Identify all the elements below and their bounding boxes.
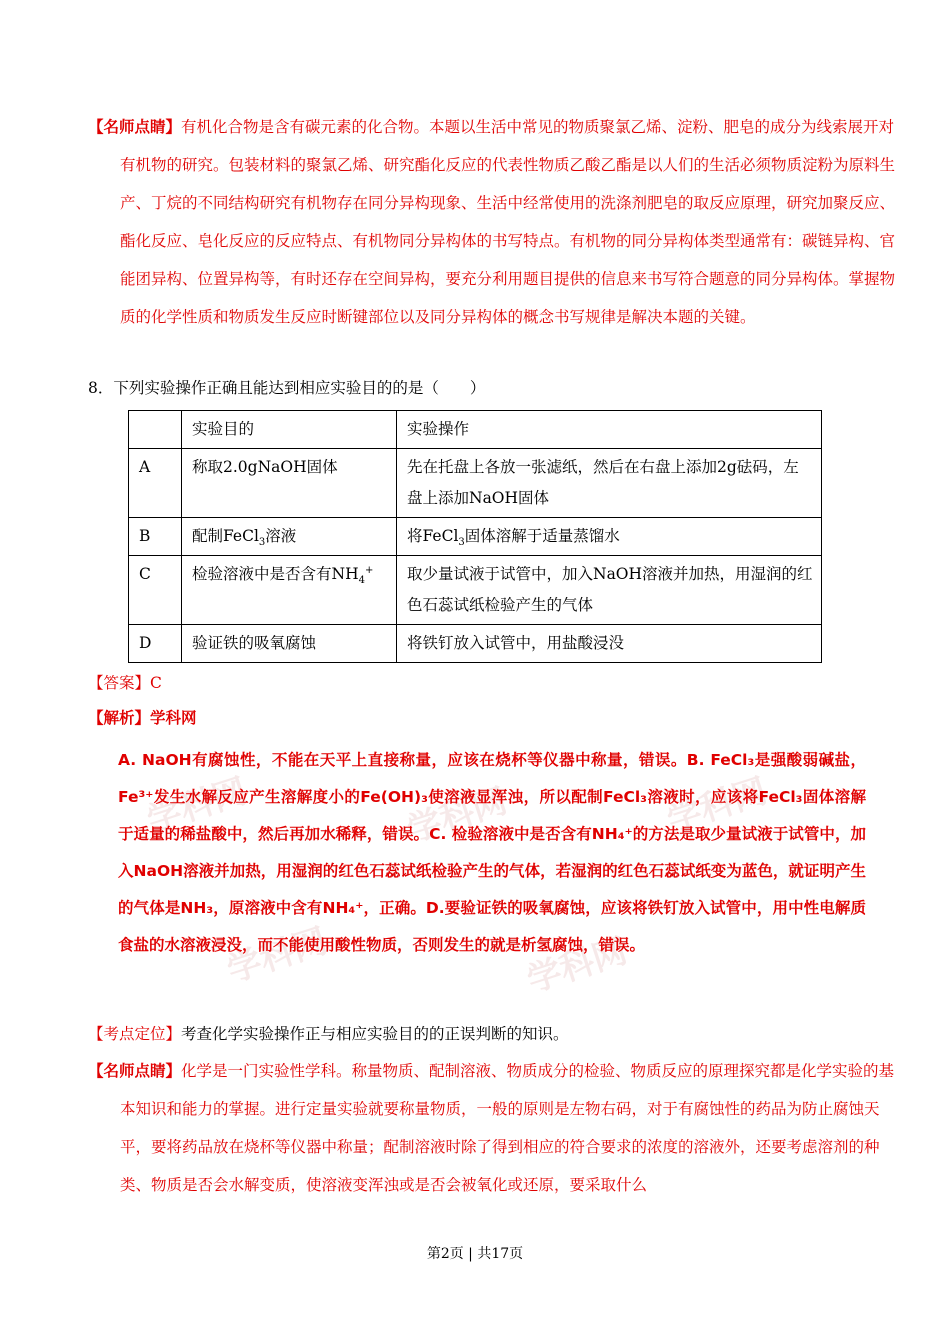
page-footer: 第2页 | 共17页 [426,1246,524,1262]
table-row [129,518,822,556]
table-header [129,411,182,449]
exam-point-label: 【考点定位】 [88,1025,182,1043]
question-8: 8．下列实验操作正确且能达到相应实验目的的是（ ） [88,379,486,397]
analysis-label: 【解析】 [88,708,151,727]
operation-cell: 先在托盘上各放一张滤纸，然后在右盘上添加2g砝码，左盘上添加NaOH固体 [397,449,822,518]
operation-cell: 将FeCl$_3$固体溶解于适量蒸馏水 [397,518,822,556]
option-cell: B [129,518,182,556]
teacher-tip-text: 化学是一门实验性学科。称量物质、配制溶液、物质成分的检验、物质反应的原理探究都是化学实验的基本知识和能力的掌握。进行定量实验就要称量物质，一般的原则是左物右码，对于有腐蚀性的药品为防止腐蚀天平，要将药品放在烧杯等仪器中称量；配制溶液时除了得到相应的符合要求的浓度的溶液外，还要考虑溶剂的种类、物质是否会水解变质，使溶液变浑浊或是否会被氧化或还原，要采取什么 [120,1062,895,1194]
analysis-text: A. NaOH有腐蚀性，不能在天平上直接称量，应该在烧杯等仪器中称量，错误。B. FeCl₃是强酸弱碱盐，Fe³⁺发生水解反应产生溶解度小的Fe(OH)₃使溶液显浑浊，所以配制FeCl₃溶液时，应该将FeCl₃固体溶解于适量的稀盐酸中，然后再加水稀释，错误。C. 检验溶液中是否含有NH₄⁺的方法是取少量试液于试管中，加入NaOH溶液并加热，用湿润的红色石蕊试纸检验产生的气体，若湿润的红色石蕊试纸变为蓝色，就证明产生的气体是NH₃，原溶液中含有NH₄⁺，正确。D.要验证铁的吸氧腐蚀，应该将铁钉放入试管中，用中性电解质食盐的水溶液浸没，而不能使用酸性物质，否则发生的就是析氢腐蚀，错误。 [118,751,866,954]
table-header: 实验操作 [397,411,822,449]
table-row [129,625,822,663]
analysis-source: 学科网 [150,708,197,727]
table-row [129,556,822,625]
svg-text:学科网: 学科网 [222,920,332,991]
teacher-tip-label: 【名师点睛】 [88,117,182,136]
answer [88,668,162,698]
purpose-cell: 称取2.0gNaOH固体 [182,449,397,518]
answer-value: C [150,674,162,692]
exam-point [88,1019,569,1049]
teacher-tip-text: 有机化合物是含有碳元素的化合物。本题以生活中常见的物质聚氯乙烯、淀粉、肥皂的成分为线索展开对有机物的研究。包装材料的聚氯乙烯、研究酯化反应的代表性物质乙酸乙酯是以人们的生活必须物质淀粉为原料生产、丁烷的不同结构研究有机物存在同分异构现象、生活中经常使用的洗涤剂肥皂的取反应原理，研究加聚反应、酯化反应、皂化反应的反应特点、有机物同分异构体的书写特点。有机物的同分异构体类型通常有：碳链异构、官能团异构、位置异构等，有时还存在空间异构，要充分利用题目提供的信息来书写符合题意的同分异构体。掌握物质的化学性质和物质发生反应时断键部位以及同分异构体的概念书写规律是解决本题的关键。 [120,118,896,326]
answer-label: 【答案】 [88,674,151,692]
option-cell: C [129,556,182,625]
teacher-tip-label: 【名师点睛】 [88,1061,182,1080]
option-cell: D [129,625,182,663]
table-row [129,449,822,518]
option-cell: A [129,449,182,518]
svg-text:学科网: 学科网 [142,770,252,841]
teacher-tip-2 [88,1052,898,1204]
purpose-cell: 验证铁的吸氧腐蚀 [182,625,397,663]
table-header-row [129,411,822,449]
svg-text:学科网: 学科网 [402,780,512,851]
purpose-cell: 配制FeCl$_3$溶液 [182,518,397,556]
experiment-table [128,410,822,663]
operation-cell: 将铁钉放入试管中，用盐酸浸没 [397,625,822,663]
svg-text:学科网: 学科网 [522,930,632,1001]
table-header: 实验目的 [182,411,397,449]
purpose-cell: 检验溶液中是否含有$NH_4^+$ [182,556,397,625]
exam-point-text: 考查化学实验操作正与相应实验目的的正误判断的知识。 [181,1025,569,1043]
svg-text:学科网: 学科网 [662,770,772,841]
operation-cell: 取少量试液于试管中，加入NaOH溶液并加热，用湿润的红色石蕊试纸检验产生的气体 [397,556,822,625]
teacher-tip-1 [88,108,898,336]
analysis-heading [88,703,197,733]
